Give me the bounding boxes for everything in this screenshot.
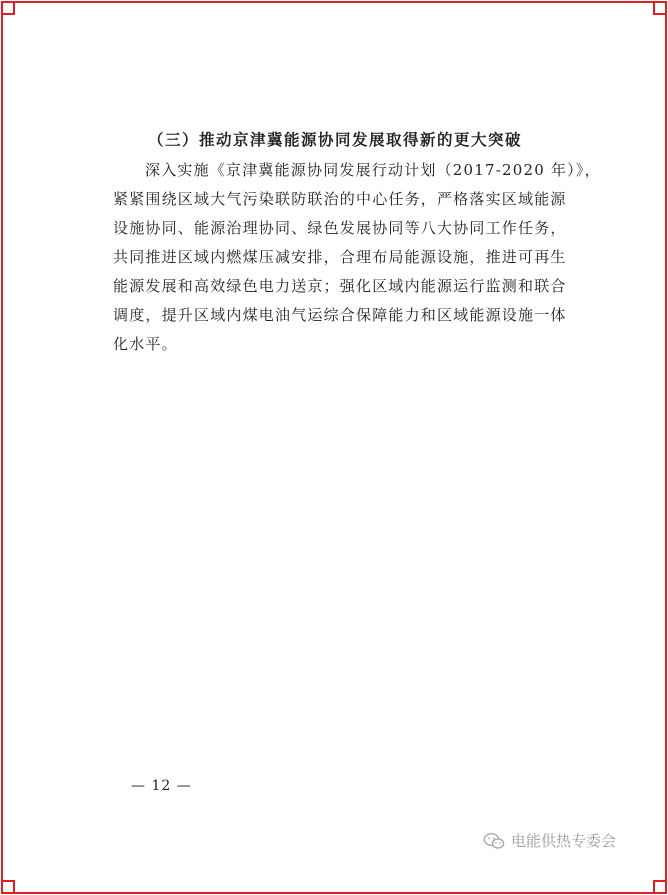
body-line: 能源发展和高效绿色电力送京；强化区域内能源运行监测和联合 xyxy=(113,277,567,295)
body-line: 化水平。 xyxy=(113,335,178,353)
section-body xyxy=(113,156,601,359)
watermark-text: 电能供热专委会 xyxy=(511,832,617,850)
body-line: 调度，提升区域内煤电油气运综合保障能力和区域能源设施一体 xyxy=(113,306,567,324)
body-line: 设施协同、能源治理协同、绿色发展协同等八大协同工作任务， xyxy=(113,219,567,237)
corner-ornament-bottom-right xyxy=(653,880,665,892)
corner-ornament-top-left xyxy=(3,3,15,15)
wechat-icon xyxy=(483,832,505,850)
body-line: 共同推进区域内燃煤压减安排，合理布局能源设施，推进可再生 xyxy=(113,248,567,266)
corner-ornament-top-right xyxy=(653,3,665,15)
watermark xyxy=(483,830,616,851)
page-number: — 12 — xyxy=(131,778,192,794)
section-heading: （三）推动京津冀能源协同发展取得新的更大突破 xyxy=(148,130,523,149)
corner-ornament-bottom-left xyxy=(3,880,15,892)
body-line: 深入实施《京津冀能源协同发展行动计划（2017-2020 年）》， xyxy=(145,161,601,179)
body-line: 紧紧围绕区域大气污染联防联治的中心任务，严格落实区域能源 xyxy=(113,190,567,208)
